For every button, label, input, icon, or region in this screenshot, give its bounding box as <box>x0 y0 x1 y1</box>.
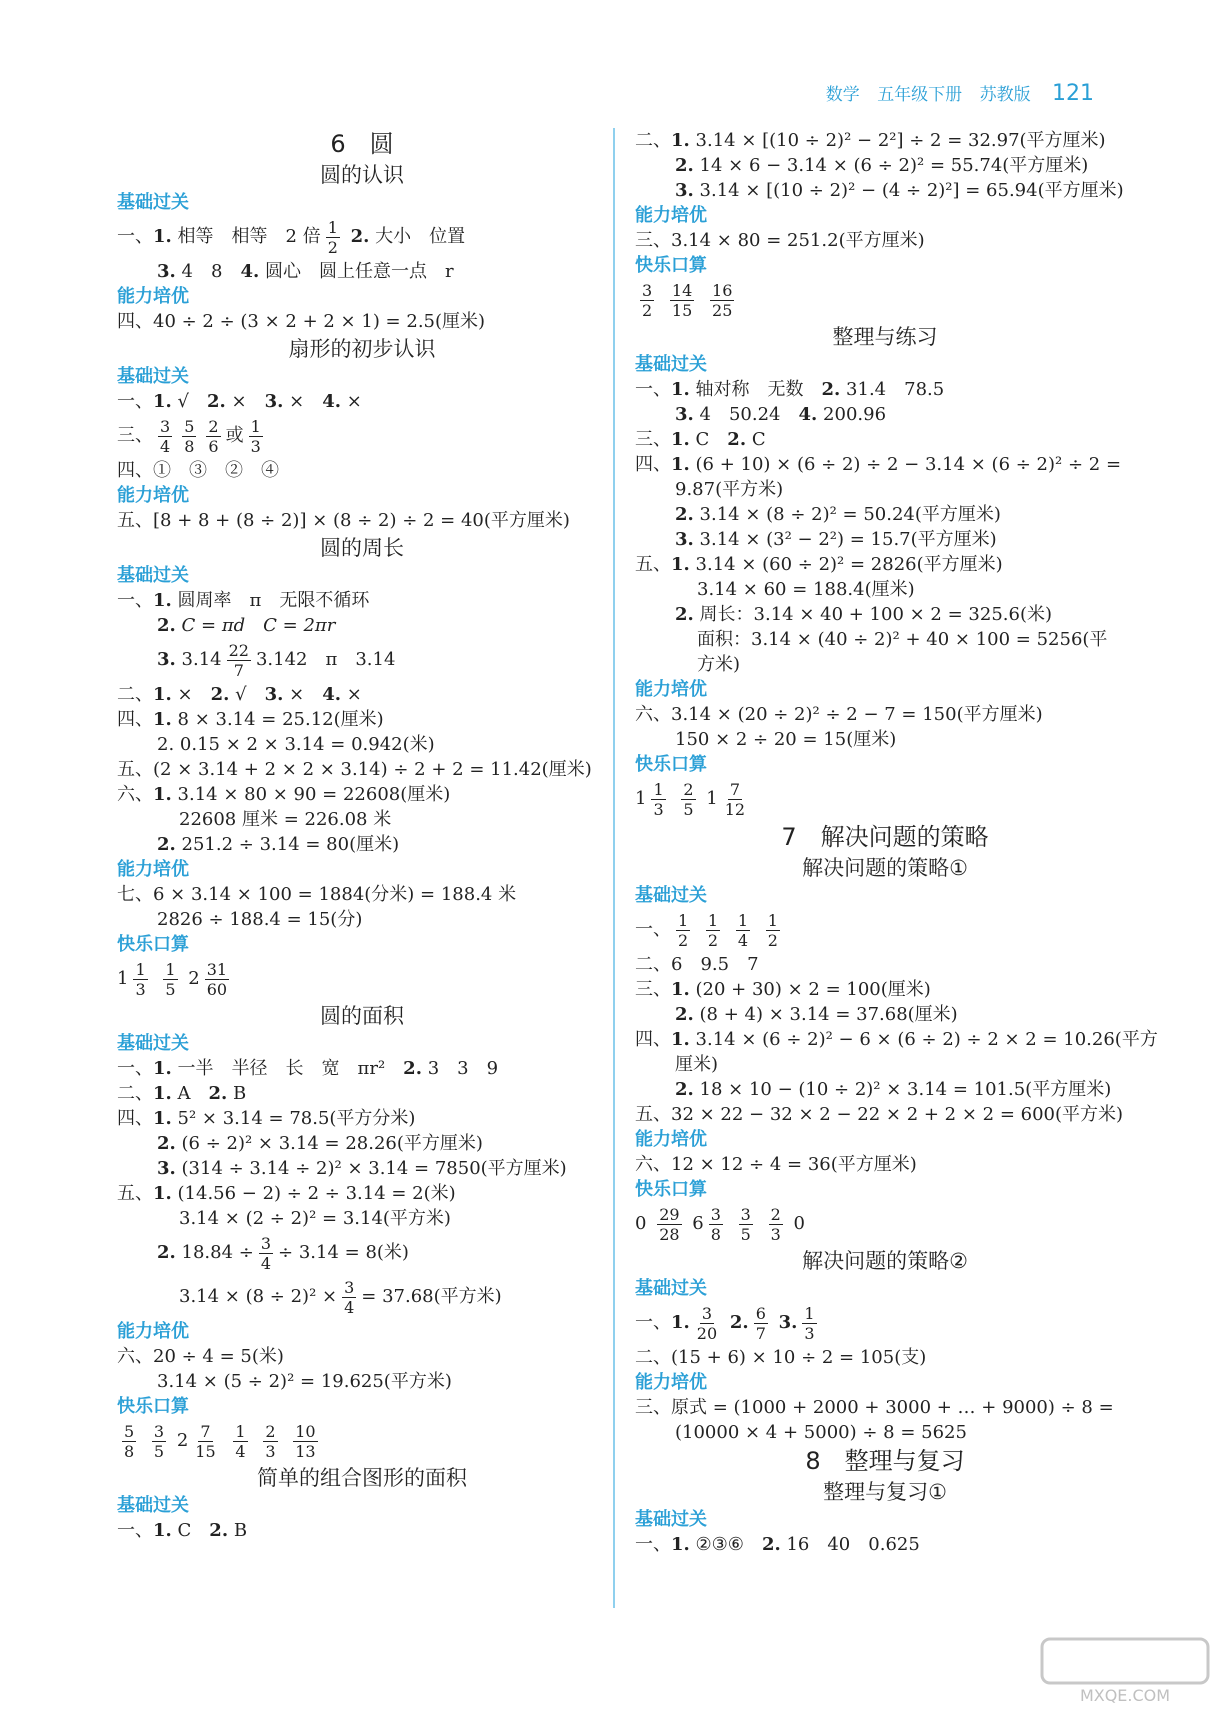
column-divider <box>613 128 615 1608</box>
answer-line: 2. 14 × 6 − 3.14 × (6 ÷ 2)² = 55.74(平方厘米) <box>675 155 1089 176</box>
answer-line: 五、(2 × 3.14 + 2 × 2 × 3.14) ÷ 2 + 2 = 11.42(厘米) <box>117 759 592 780</box>
label-ability: 能力培优 <box>635 205 707 226</box>
watermark-logo <box>1040 1637 1210 1707</box>
answer-line: 3. 4 8 4. 圆心 圆上任意一点 r <box>157 261 454 282</box>
chapter-title: 7 解决问题的策略 <box>781 823 989 851</box>
answer-line: 3. (314 ÷ 3.14 ÷ 2)² × 3.14 = 7850(平方厘米) <box>157 1158 567 1179</box>
page-number: 121 <box>1052 81 1094 106</box>
answer-line: 3. 4 50.24 4. 200.96 <box>675 404 887 425</box>
answer-line: 二、1. × 2. √ 3. × 4. × <box>117 684 362 705</box>
answer-line: 三、 $\frac{3}{4}$ $\frac{5}{8}$ $\frac{2}{6}$ 或 $\frac{1}{3}$ <box>117 416 261 456</box>
label-ability: 能力培优 <box>117 286 189 307</box>
label-ability: 能力培优 <box>635 1129 707 1150</box>
chapter-title: 6 圆 <box>330 130 394 158</box>
answer-line: 3.14 × (2 ÷ 2)² = 3.14(平方米) <box>179 1208 451 1229</box>
answer-line: 2. 18.84 ÷ $\frac{3}{4}$ ÷ 3.14 = 8(米) <box>157 1233 409 1273</box>
answer-line: 3. 3.14 × [(10 ÷ 2)² − (4 ÷ 2)²] = 65.94(平方厘米) <box>675 180 1124 201</box>
label-ability: 能力培优 <box>117 485 189 506</box>
answer-line: 3. 3.14 $\frac{22}{7}$ 3.142 π 3.14 <box>157 640 396 680</box>
section-title: 圆的认识 <box>320 163 404 187</box>
edition: 苏教版 <box>979 85 1031 105</box>
answer-line: 面积：3.14 × (40 ÷ 2)² + 40 × 100 = 5256(平 <box>697 629 1108 650</box>
svg-text:MXQE.COM: MXQE.COM <box>1079 1686 1171 1705</box>
grade: 五年级下册 <box>877 85 963 105</box>
answer-line: 2. (8 + 4) × 3.14 = 37.68(厘米) <box>675 1004 958 1025</box>
answer-line: 三、原式 = (1000 + 2000 + 3000 + … + 9000) ÷ 8 = <box>635 1397 1114 1418</box>
label-ability: 能力培优 <box>117 859 189 880</box>
answer-line: 五、32 × 22 − 32 × 2 − 22 × 2 + 2 × 2 = 600(平方米) <box>635 1104 1124 1125</box>
label-basic: 基础过关 <box>117 565 189 586</box>
answer-line: 一、1. 轴对称 无数 2. 31.4 78.5 <box>635 379 945 400</box>
section-title: 解决问题的策略① <box>802 856 968 880</box>
answer-line: 一、1. 一半 半径 长 宽 πr² 2. 3 3 9 <box>117 1058 499 1079</box>
answer-line: 2826 ÷ 188.4 = 15(分) <box>157 909 363 930</box>
answer-line: 二、6 9.5 7 <box>635 954 759 975</box>
label-ability: 能力培优 <box>117 1321 189 1342</box>
answer-line: 2. (6 ÷ 2)² × 3.14 = 28.26(平方厘米) <box>157 1133 483 1154</box>
answer-line: 150 × 2 ÷ 20 = 15(厘米) <box>675 729 897 750</box>
label-ability: 能力培优 <box>635 679 707 700</box>
label-basic: 基础过关 <box>117 1495 189 1516</box>
chapter-title: 8 整理与复习 <box>805 1447 965 1475</box>
answer-line: 0 $\frac{29}{28}$ 6 $\frac{3}{8}$ $\frac{3}{5}$ $\frac{2}{3}$ 0 <box>635 1204 805 1244</box>
label-basic: 基础过关 <box>635 354 707 375</box>
answer-line: $\frac{5}{8}$ $\frac{3}{5}$ 2 $\frac{7}{15}$ $\frac{1}{4}$ $\frac{2}{3}$ $\frac{10}{13}$ <box>124 1421 316 1461</box>
answer-line: 五、1. 3.14 × (60 ÷ 2)² = 2826(平方厘米) <box>635 554 1003 575</box>
answer-line: 六、20 ÷ 4 = 5(米) <box>117 1346 284 1367</box>
answer-line: 一、1. ②③⑥ 2. 16 40 0.625 <box>635 1534 920 1555</box>
answer-line: 三、1. C 2. C <box>635 429 766 450</box>
answer-line: 2. 251.2 ÷ 3.14 = 80(厘米) <box>157 834 400 855</box>
answer-line: 2. C = πd C = 2πr <box>157 615 336 636</box>
label-basic: 基础过关 <box>635 1509 707 1530</box>
answer-line: 四、① ③ ② ④ <box>117 460 279 481</box>
answer-line: 四、1. 3.14 × (6 ÷ 2)² − 6 × (6 ÷ 2) ÷ 2 × 2 = 10.26(平方 <box>635 1029 1158 1050</box>
label-ability: 能力培优 <box>635 1372 707 1393</box>
answer-line: 2. 18 × 10 − (10 ÷ 2)² × 3.14 = 101.5(平方厘米) <box>675 1079 1112 1100</box>
label-mental: 快乐口算 <box>117 1396 189 1417</box>
answer-line: 四、1. 5² × 3.14 = 78.5(平方分米) <box>117 1108 416 1129</box>
section-title: 圆的周长 <box>320 536 404 560</box>
answer-line: 二、1. 3.14 × [(10 ÷ 2)² − 2²] ÷ 2 = 32.97(平方厘米) <box>635 130 1106 151</box>
answer-line: 一、1. 相等 相等 2 倍 $\frac{1}{2}$ 2. 大小 位置 <box>117 217 466 257</box>
answer-line: 五、[8 + 8 + (8 ÷ 2)] × (8 ÷ 2) ÷ 2 = 40(平方厘米) <box>117 510 570 531</box>
label-mental: 快乐口算 <box>117 934 189 955</box>
answer-line: 方米) <box>697 654 741 675</box>
left-column <box>117 128 607 1543</box>
answer-line: 三、3.14 × 80 = 251.2(平方厘米) <box>635 230 925 251</box>
section-title: 解决问题的策略② <box>802 1249 968 1273</box>
answer-line: 二、1. A 2. B <box>117 1083 247 1104</box>
page-header <box>814 80 1094 106</box>
answer-line: 22608 厘米 = 226.08 米 <box>179 809 392 830</box>
answer-line: 3. 3.14 × (3² − 2²) = 15.7(平方厘米) <box>675 529 997 550</box>
answer-line: 七、6 × 3.14 × 100 = 1884(分米) = 188.4 米 <box>117 884 517 905</box>
answer-line: 2. 0.15 × 2 × 3.14 = 0.942(米) <box>157 734 435 755</box>
answer-line: 五、1. (14.56 − 2) ÷ 2 ÷ 3.14 = 2(米) <box>117 1183 456 1204</box>
answer-line: 四、40 ÷ 2 ÷ (3 × 2 + 2 × 1) = 2.5(厘米) <box>117 311 486 332</box>
right-column <box>635 128 1158 1557</box>
answer-line: 一、1. C 2. B <box>117 1520 248 1541</box>
answer-line: 六、12 × 12 ÷ 4 = 36(平方厘米) <box>635 1154 917 1175</box>
answer-line: 3.14 × (5 ÷ 2)² = 19.625(平方米) <box>157 1371 452 1392</box>
answer-line: 厘米) <box>675 1054 719 1075</box>
label-mental: 快乐口算 <box>635 1179 707 1200</box>
section-title: 扇形的初步认识 <box>288 337 436 361</box>
label-mental: 快乐口算 <box>635 255 707 276</box>
section-title: 简单的组合图形的面积 <box>257 1466 467 1490</box>
section-title: 整理与练习 <box>832 325 938 349</box>
answer-line: 一、1. √ 2. × 3. × 4. × <box>117 391 362 412</box>
answer-line: 9.87(平方米) <box>675 479 784 500</box>
answer-line: 1 $\frac{1}{3}$ $\frac{1}{5}$ 2 $\frac{31}{60}$ <box>117 959 228 999</box>
answer-line: 三、1. (20 + 30) × 2 = 100(厘米) <box>635 979 931 1000</box>
section-title: 整理与复习① <box>823 1480 947 1504</box>
label-basic: 基础过关 <box>117 1033 189 1054</box>
answer-line: 一、1. 圆周率 π 无限不循环 <box>117 590 370 611</box>
section-title: 圆的面积 <box>320 1004 404 1028</box>
label-basic: 基础过关 <box>635 1278 707 1299</box>
label-basic: 基础过关 <box>117 366 189 387</box>
label-basic: 基础过关 <box>635 885 707 906</box>
answer-line: 二、(15 + 6) × 10 ÷ 2 = 105(支) <box>635 1347 927 1368</box>
answer-line: 四、1. (6 + 10) × (6 ÷ 2) ÷ 2 − 3.14 × (6 ÷ 2)² ÷ 2 = <box>635 454 1122 475</box>
label-mental: 快乐口算 <box>635 754 707 775</box>
answer-line: (10000 × 4 + 5000) ÷ 8 = 5625 <box>675 1422 967 1443</box>
answer-line: 3.14 × (8 ÷ 2)² × $\frac{3}{4}$ = 37.68(平方米) <box>179 1277 502 1317</box>
answer-line: 3.14 × 60 = 188.4(厘米) <box>697 579 915 600</box>
answer-line: $\frac{3}{2}$ $\frac{14}{15}$ $\frac{16}{25}$ <box>642 280 733 320</box>
label-basic: 基础过关 <box>117 192 189 213</box>
answer-line: 1 $\frac{1}{3}$ $\frac{2}{5}$ 1 $\frac{7}{12}$ <box>635 779 746 819</box>
subject: 数学 <box>825 85 860 105</box>
answer-line: 六、3.14 × (20 ÷ 2)² ÷ 2 − 7 = 150(平方厘米) <box>635 704 1043 725</box>
answer-line: 2. 3.14 × (8 ÷ 2)² = 50.24(平方厘米) <box>675 504 1001 525</box>
answer-line: 四、1. 8 × 3.14 = 25.12(厘米) <box>117 709 384 730</box>
answer-line: 2. 周长：3.14 × 40 + 100 × 2 = 325.6(米) <box>675 604 1052 625</box>
answer-line: 六、1. 3.14 × 80 × 90 = 22608(厘米) <box>117 784 451 805</box>
answer-line: 一、1. $\frac{3}{20}$ 2. $\frac{6}{7}$ 3. $\frac{1}{3}$ <box>635 1303 815 1343</box>
answer-line: 一、 $\frac{1}{2}$ $\frac{1}{2}$ $\frac{1}{4}$ $\frac{1}{2}$ <box>635 910 778 950</box>
